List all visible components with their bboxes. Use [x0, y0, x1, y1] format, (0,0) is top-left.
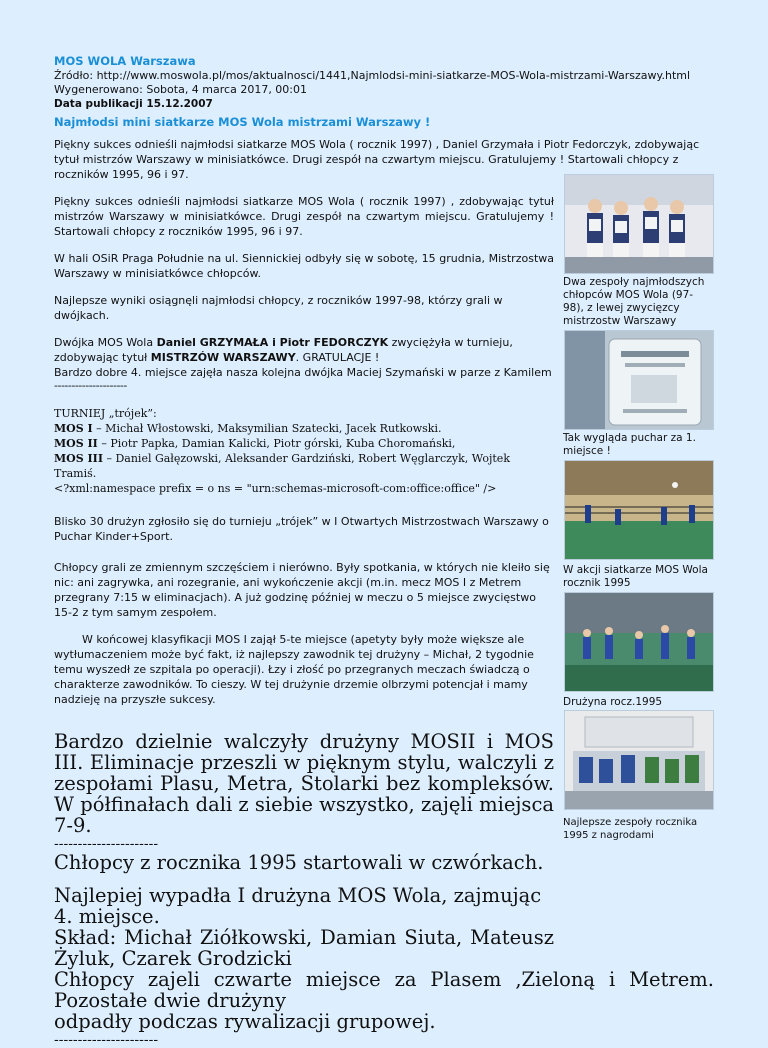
champions-title: MISTRZÓW WARSZAWY	[150, 351, 296, 364]
big-paragraph-1: Bardzo dzielnie walczyły drużyny MOSII i MOS III. Eliminacje przeszli w pięknym stylu, walczyli z zespołami Plasu, Metra, Stolarki bez kompleksów. W półfinałach dali z siebie wszystko, zajęli miejsca 7-9.	[54, 730, 554, 837]
big-paragraph-2: Chłopcy z rocznika 1995 startowali w czwórkach.	[54, 851, 544, 874]
big-paragraph-5: Chłopcy zajeli czwarte miejsce za Plasem ,Zieloną i Metrem. Pozostałe dwie drużyny	[54, 968, 714, 1012]
paragraph-4: Dwójka MOS Wola Daniel GRZYMAŁA i Piotr FEDORCZYK zwyciężyła w turnieju, zdobywając tytuł MISTRZÓW WARSZAWY. GRATULACJE ! Bardzo dobre 4. miejsce zajęła nasza kolejna dwójka Maciej Szymański w parze z Kamilem	[54, 336, 552, 379]
paragraph-7: W końcowej klasyfikacji MOS I zajął 5-te miejsce (apetyty były może większe ale wytłumaczeniem może być fakt, iż najlepszy zawodnik tej drużyny – Michał, 2 tygodnie temu wyszedł ze szpitala po operacji). Łzy i złość po przegranych meczach świadczą o charakterze zawodników. To cieszy. W tej drużynie drzemie olbrzymi potencjał i mamy nadzieję na przyszłe sukcesy.	[54, 633, 538, 706]
site-name[interactable]: MOS WOLA Warszawa	[54, 54, 196, 68]
big-divider-1: ----------------------	[54, 836, 159, 852]
paragraph-1: Piękny sukces odnieśli najmłodsi siatkarze MOS Wola ( rocznik 1997) , zdobywając tytuł mistrzów Warszawy w minisiatkówce. Drugi zespół na czwartym miejscu. Gratulujemy ! Startowali chłopcy z roczników 1995, 96 i 97.	[54, 195, 554, 238]
caption-teams: Dwa zespoły najmłodszych chłopców MOS Wola (97-98), z lewej zwycięzcy mistrzostw Warszawy	[563, 276, 705, 327]
paragraph-3: Najlepsze wyniki osiągnęli najmłodsi chłopcy, z roczników 1997-98, którzy grali w dwójkach.	[54, 294, 503, 322]
team-mos3: MOS III – Daniel Gałęzowski, Aleksander Gardziński, Robert Węglarczyk, Wojtek Tramiś.	[54, 452, 510, 480]
caption-team1995: Drużyna rocz.1995	[563, 696, 663, 708]
paragraph-6: Chłopcy grali ze zmiennym szczęściem i nierówno. Były spotkania, w których nie kleiło się nic: ani zagrywka, ani rozegranie, ani wykończenie akcji (m.in. mecz MOS I z Metrem przegrany 7:15 w eliminacjach). A już godzinę później w meczu o 5 miejsce zwycięstwo 15-2 z tym samym zespołem.	[54, 561, 550, 619]
xml-artifact: <?xml:namespace prefix = o ns = "urn:schemas-microsoft-com:office:office" />	[54, 482, 497, 495]
trojki-section	[54, 406, 554, 496]
photo-action-image	[564, 460, 714, 560]
big-paragraph-4: Skład: Michał Ziółkowski, Damian Siuta, Mateusz Żyluk, Czarek Grodzicki	[54, 926, 554, 970]
team-mos1: MOS I – Michał Włostowski, Maksymilian Szatecki, Jacek Rutkowski.	[54, 422, 442, 435]
divider-dashes: ---------------------	[54, 379, 127, 392]
caption-action: W akcji siatkarze MOS Wola rocznik 1995	[563, 564, 708, 589]
generated-date: Wygenerowano: Sobota, 4 marca 2017, 00:01	[54, 83, 308, 96]
paragraph-5: Blisko 30 drużyn zgłosiło się do turnieju „trójek” w I Otwartych Mistrzostwach Warszawy o Puchar Kinder+Sport.	[54, 515, 549, 543]
team-mos2: MOS II – Piotr Papka, Damian Kalicki, Piotr górski, Kuba Choromański,	[54, 437, 456, 450]
source-url: Źródło: http://www.moswola.pl/mos/aktualnosci/1441,Najmlodsi-mini-siatkarze-MOS-Wola-mistrzami-Warszawy.html	[54, 69, 691, 82]
winners-names: Daniel GRZYMAŁA i Piotr FEDORCZYK	[156, 336, 389, 349]
trojki-heading: TURNIEJ „trójek”:	[54, 407, 157, 420]
photo-teams-image	[564, 174, 714, 274]
big-paragraph-3: Najlepiej wypadła I drużyna MOS Wola, zajmując 4. miejsce.	[54, 884, 542, 928]
photo-prizes-image	[564, 710, 714, 810]
big-paragraph-6: odpadły podczas rywalizacji grupowej.	[54, 1010, 436, 1033]
article-title: Najmłodsi mini siatkarze MOS Wola mistrzami Warszawy !	[54, 115, 431, 129]
photo-trophy-image	[564, 330, 714, 430]
caption-prizes: Najlepsze zespoły rocznika 1995 z nagrodami	[563, 817, 698, 841]
photo-team1995-image	[564, 592, 714, 692]
caption-trophy: Tak wygląda puchar za 1. miejsce !	[563, 432, 696, 457]
big-divider-2: ----------------------	[54, 1032, 159, 1048]
intro-paragraph: Piękny sukces odnieśli najmłodsi siatkarze MOS Wola ( rocznik 1997) , Daniel Grzymała i Piotr Fedorczyk, zdobywając tytuł mistrzów Warszawy w minisiatkówce. Drugi zespół na czwartym miejscu. Gratulujemy ! Startowali chłopcy z roczników 1995, 96 i 97.	[54, 138, 700, 181]
paragraph-2: W hali OSiR Praga Południe na ul. Siennickiej odbyły się w sobotę, 15 grudnia, Mistrzostwa Warszawy w minisiatkówce chłopców.	[54, 252, 554, 280]
publish-date: Data publikacji 15.12.2007	[54, 98, 213, 110]
